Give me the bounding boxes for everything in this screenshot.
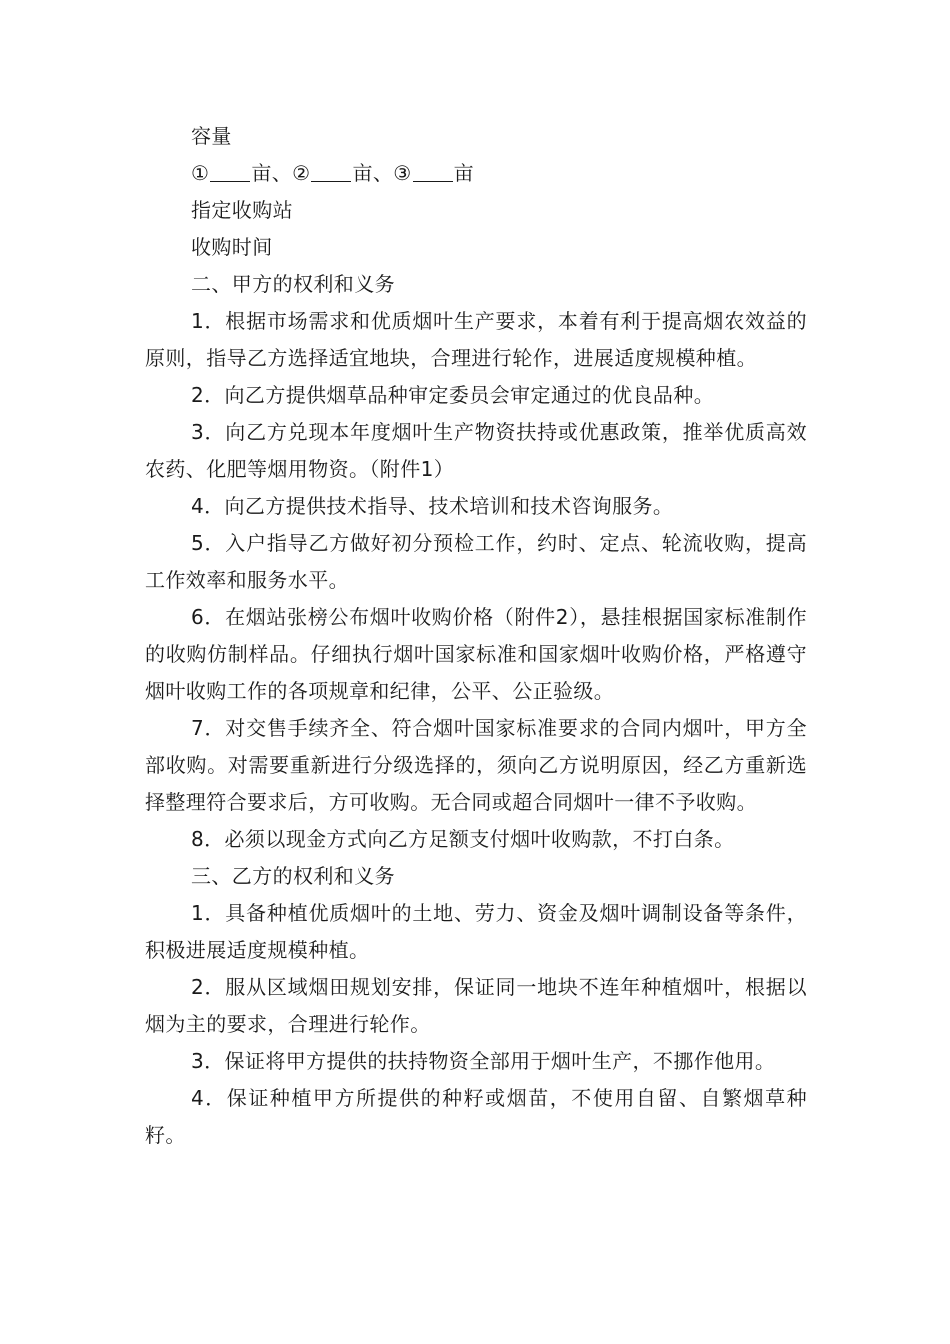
area-3-blank xyxy=(413,159,453,182)
area-1-prefix: ① xyxy=(191,161,210,185)
document-page xyxy=(145,118,807,1154)
section-2-item-4: 4．向乙方提供技术指导、技术培训和技术咨询服务。 xyxy=(191,494,674,518)
section-3-heading: 三、乙方的权利和义务 xyxy=(191,864,395,888)
time-label: 收购时间 xyxy=(191,235,273,259)
area-unit-1: 亩、② xyxy=(251,161,311,185)
section-2-item-8: 8．必须以现金方式向乙方足额支付烟叶收购款，不打白条。 xyxy=(191,827,735,851)
area-fields-line xyxy=(145,155,807,192)
area-unit-2: 亩、③ xyxy=(352,161,412,185)
area-2-blank xyxy=(311,159,351,182)
section-2-item-3: 3．向乙方兑现本年度烟叶生产物资扶持或优惠政策，推举优质高效农药、化肥等烟用物资。（附件1） xyxy=(145,420,807,481)
area-unit-3: 亩 xyxy=(453,161,475,185)
area-1-blank xyxy=(210,159,250,182)
section-2-item-6: 6．在烟站张榜公布烟叶收购价格（附件2），悬挂根据国家标准制作的收购仿制样品。仔细执行烟叶国家标准和国家烟叶收购价格，严格遵守烟叶收购工作的各项规章和纪律，公平、公正验级。 xyxy=(145,605,807,703)
section-2-item-2: 2．向乙方提供烟草品种审定委员会审定通过的优良品种。 xyxy=(191,383,715,407)
section-2-item-7: 7．对交售手续齐全、符合烟叶国家标准要求的合同内烟叶，甲方全部收购。对需要重新进行分级选择的，须向乙方说明原因，经乙方重新选择整理符合要求后，方可收购。无合同或超合同烟叶一律不予收购。 xyxy=(145,716,807,814)
capacity-label: 容量 xyxy=(191,124,232,148)
section-3-item-1: 1．具备种植优质烟叶的土地、劳力、资金及烟叶调制设备等条件，积极进展适度规模种植。 xyxy=(145,901,807,962)
section-3-item-2: 2．服从区域烟田规划安排，保证同一地块不连年种植烟叶，根据以烟为主的要求，合理进行轮作。 xyxy=(145,975,807,1036)
section-3-item-3: 3．保证将甲方提供的扶持物资全部用于烟叶生产，不挪作他用。 xyxy=(191,1049,776,1073)
section-2-heading: 二、甲方的权利和义务 xyxy=(191,272,395,296)
section-2-item-5: 5．入户指导乙方做好初分预检工作，约时、定点、轮流收购，提高工作效率和服务水平。 xyxy=(145,531,807,592)
section-2-item-1: 1．根据市场需求和优质烟叶生产要求，本着有利于提高烟农效益的原则，指导乙方选择适宜地块，合理进行轮作，进展适度规模种植。 xyxy=(145,309,807,370)
station-label: 指定收购站 xyxy=(191,198,293,222)
section-3-item-4: 4．保证种植甲方所提供的种籽或烟苗，不使用自留、自繁烟草种籽。 xyxy=(145,1086,807,1147)
